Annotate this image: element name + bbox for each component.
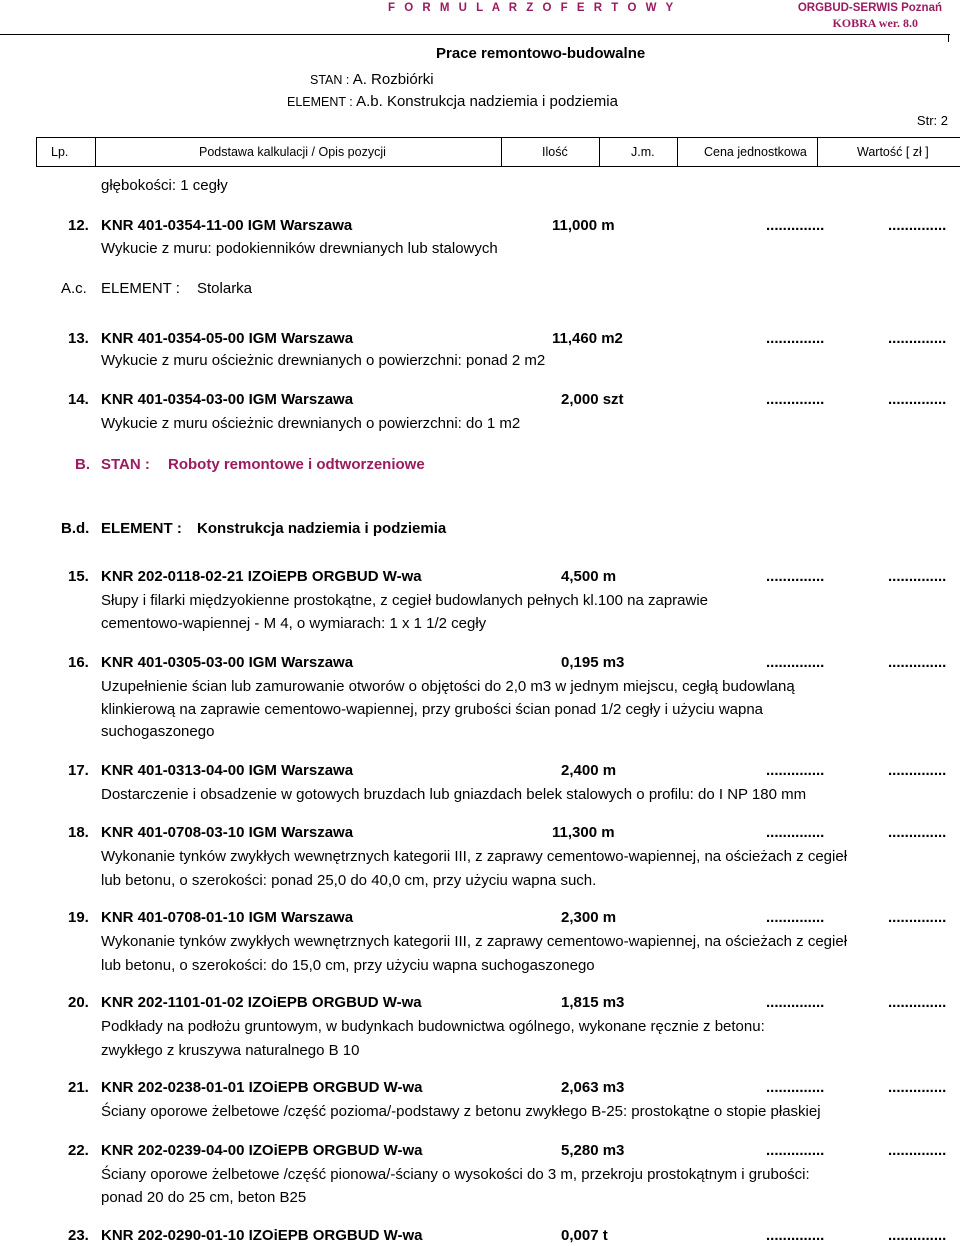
value-dots: .............. <box>888 330 947 347</box>
item-description: Ściany oporowe żelbetowe /część pozioma/-podstawy z betonu zwykłego B-25: prostokątne o stopie płaskiej <box>101 1103 821 1120</box>
item-number: 22. <box>68 1142 89 1159</box>
item-description: klinkierową na zaprawie cementowo-wapiennej, przy grubości ścian ponad 1/2 cegły i użyciu wapna <box>101 701 764 718</box>
item-number: 16. <box>68 654 89 671</box>
carry-over-text: głębokości: 1 cegły <box>101 177 228 194</box>
header-rule-tick <box>948 34 949 42</box>
work-title: Prace remontowo-budowalne <box>436 45 646 62</box>
unit-price-dots: .............. <box>766 1079 825 1096</box>
page-number: Str: 2 <box>916 113 948 128</box>
header-rule <box>0 34 950 35</box>
column-header-row <box>36 137 960 167</box>
brand-name: ORGBUD-SERWIS Poznań <box>797 2 942 14</box>
item-code: KNR 401-0354-05-00 IGM Warszawa <box>101 330 354 347</box>
item-code: KNR 401-0354-03-00 IGM Warszawa <box>101 391 354 408</box>
value-dots: .............. <box>888 568 947 585</box>
item-description: Wykucie z muru ościeżnic drewnianych o powierzchni: ponad 2 m2 <box>101 352 546 369</box>
column-divider <box>599 138 600 166</box>
section-name: Roboty remontowe i odtworzeniowe <box>168 456 425 473</box>
stan-value: A. Rozbiórki <box>352 71 434 88</box>
item-code: KNR 401-0313-04-00 IGM Warszawa <box>101 762 354 779</box>
column-divider <box>677 138 678 166</box>
item-number: 14. <box>68 391 89 408</box>
unit-price-dots: .............. <box>766 330 825 347</box>
item-description: Wykucie z muru ościeżnic drewnianych o powierzchni: do 1 m2 <box>101 415 521 432</box>
item-code: KNR 202-1101-01-02 IZOiEPB ORGBUD W-wa <box>101 994 422 1011</box>
item-description: Ściany oporowe żelbetowe /część pionowa/-ściany o wysokości do 3 m, przekroju prostokątnym i grubości: <box>101 1166 810 1183</box>
unit-price-dots: .............. <box>766 994 825 1011</box>
item-quantity: 4,500 m <box>561 568 617 585</box>
column-unit: J.m. <box>631 145 655 159</box>
item-number: 18. <box>68 824 89 841</box>
unit-price-dots: .............. <box>766 568 825 585</box>
column-lp: Lp. <box>51 145 69 159</box>
item-quantity: 2,400 m <box>561 762 617 779</box>
form-label: F O R M U L A R Z O F E R T O W Y <box>388 2 677 14</box>
item-description: Wykucie z muru: podokienników drewnianych lub stalowych <box>101 240 498 257</box>
item-number: 20. <box>68 994 89 1011</box>
item-quantity: 11,460 m2 <box>552 330 623 347</box>
element-value: A.b. Konstrukcja nadziemia i podziemia <box>356 93 618 110</box>
column-divider <box>95 138 96 166</box>
item-number: 12. <box>68 217 89 234</box>
page-header <box>0 0 960 36</box>
item-quantity: 2,300 m <box>561 909 617 926</box>
item-code: KNR 401-0708-03-10 IGM Warszawa <box>101 824 354 841</box>
column-qty: Ilość <box>542 145 568 159</box>
item-description: Podkłady na podłożu gruntowym, w budynkach budownictwa ogólnego, wykonane ręcznie z betonu: <box>101 1018 765 1035</box>
item-description: Dostarczenie i obsadzenie w gotowych bruzdach lub gniazdach belek stalowych o profilu: do I NP 180 mm <box>101 786 807 803</box>
item-code: KNR 202-0238-01-01 IZOiEPB ORGBUD W-wa <box>101 1079 423 1096</box>
item-quantity: 2,000 szt <box>561 391 624 408</box>
item-code: KNR 401-0305-03-00 IGM Warszawa <box>101 654 354 671</box>
unit-price-dots: .............. <box>766 762 825 779</box>
item-code: KNR 401-0354-11-00 IGM Warszawa <box>101 217 353 234</box>
column-unit-price: Cena jednostkowa <box>704 145 807 159</box>
section-code: B. <box>75 456 90 473</box>
item-description: Słupy i filarki międzyokienne prostokątne, z cegieł budowlanych pełnych kl.100 na zaprawie <box>101 592 709 609</box>
item-quantity: 0,007 t <box>561 1227 608 1244</box>
stan-label: STAN : <box>310 73 350 87</box>
unit-price-dots: .............. <box>766 1227 825 1244</box>
value-dots: .............. <box>888 824 947 841</box>
item-quantity: 2,063 m3 <box>561 1079 625 1096</box>
section-name: Stolarka <box>197 280 253 297</box>
stan-line <box>310 71 434 88</box>
unit-price-dots: .............. <box>766 391 825 408</box>
section-label: ELEMENT : <box>101 280 180 297</box>
item-description: lub betonu, o szerokości: ponad 25,0 do 40,0 cm, przy użyciu wapna such. <box>101 872 597 889</box>
item-quantity: 0,195 m3 <box>561 654 625 671</box>
item-number: 13. <box>68 330 89 347</box>
element-label: ELEMENT : <box>287 95 353 109</box>
item-number: 21. <box>68 1079 89 1096</box>
section-label: ELEMENT : <box>101 520 182 537</box>
column-basis: Podstawa kalkulacji / Opis pozycji <box>199 145 386 159</box>
unit-price-dots: .............. <box>766 1142 825 1159</box>
section-name: Konstrukcja nadziemia i podziemia <box>197 520 447 537</box>
value-dots: .............. <box>888 994 947 1011</box>
item-description: Wykonanie tynków zwykłych wewnętrznych kategorii III, z zaprawy cementowo-wapiennej, na ościeżach z cegieł <box>101 933 848 950</box>
value-dots: .............. <box>888 1227 947 1244</box>
value-dots: .............. <box>888 391 947 408</box>
item-code: KNR 202-0290-01-10 IZOiEPB ORGBUD W-wa <box>101 1227 423 1244</box>
item-number: 15. <box>68 568 89 585</box>
column-divider <box>501 138 502 166</box>
item-description: Wykonanie tynków zwykłych wewnętrznych kategorii III, z zaprawy cementowo-wapiennej, na ościeżach z cegieł <box>101 848 848 865</box>
version-label: KOBRA wer. 8.0 <box>832 16 918 30</box>
item-code: KNR 202-0239-04-00 IZOiEPB ORGBUD W-wa <box>101 1142 423 1159</box>
item-number: 17. <box>68 762 89 779</box>
section-code: A.c. <box>61 280 87 297</box>
value-dots: .............. <box>888 1079 947 1096</box>
item-description: zwykłego z kruszywa naturalnego B 10 <box>101 1042 360 1059</box>
section-label: STAN : <box>101 456 150 473</box>
item-description: ponad 20 do 25 cm, beton B25 <box>101 1189 307 1206</box>
item-description: suchogaszonego <box>101 723 215 740</box>
unit-price-dots: .............. <box>766 824 825 841</box>
item-description: Uzupełnienie ścian lub zamurowanie otworów o objętości do 2,0 m3 w jednym miejscu, cegłą budowlaną <box>101 678 795 695</box>
value-dots: .............. <box>888 1142 947 1159</box>
value-dots: .............. <box>888 762 947 779</box>
value-dots: .............. <box>888 909 947 926</box>
item-quantity: 11,000 m <box>552 217 615 234</box>
item-code: KNR 202-0118-02-21 IZOiEPB ORGBUD W-wa <box>101 568 422 585</box>
item-quantity: 5,280 m3 <box>561 1142 625 1159</box>
value-dots: .............. <box>888 217 947 234</box>
item-description: cementowo-wapiennej - M 4, o wymiarach: 1 x 1 1/2 cegły <box>101 615 487 632</box>
item-description: lub betonu, o szerokości: do 15,0 cm, przy użyciu wapna suchogaszonego <box>101 957 595 974</box>
item-number: 23. <box>68 1227 89 1244</box>
element-line <box>287 93 618 110</box>
unit-price-dots: .............. <box>766 217 825 234</box>
item-quantity: 1,815 m3 <box>561 994 625 1011</box>
section-code: B.d. <box>61 520 90 537</box>
item-number: 19. <box>68 909 89 926</box>
column-value: Wartość [ zł ] <box>857 145 929 159</box>
column-divider <box>817 138 818 166</box>
item-quantity: 11,300 m <box>552 824 615 841</box>
item-code: KNR 401-0708-01-10 IGM Warszawa <box>101 909 354 926</box>
unit-price-dots: .............. <box>766 909 825 926</box>
unit-price-dots: .............. <box>766 654 825 671</box>
value-dots: .............. <box>888 654 947 671</box>
